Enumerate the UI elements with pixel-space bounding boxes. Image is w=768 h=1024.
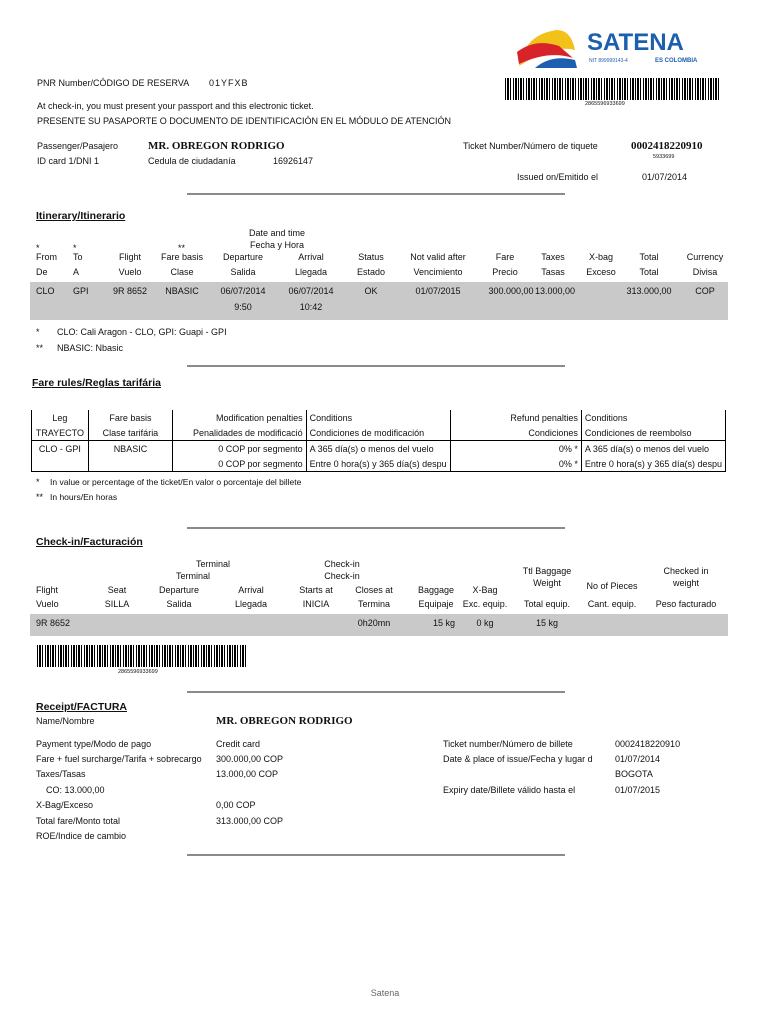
satena-logo — [515, 24, 715, 72]
fr-ref2: 0% * — [450, 456, 581, 472]
row-notvalid: 01/07/2015 — [415, 286, 461, 296]
datetime-es: Fecha y Hora — [249, 240, 305, 250]
col-total: Total — [639, 252, 659, 262]
row-taxes: 13.000,00 — [534, 286, 576, 296]
receipt-label: Ticket number/Número de billete — [443, 739, 573, 749]
fare-note2: In hours/En horas — [50, 492, 118, 502]
receipt-label: Date & place of issue/Fecha y lugar d — [443, 754, 593, 764]
col-taxes: Taxes — [541, 252, 565, 262]
row-currency: COP — [695, 286, 715, 296]
fare-note2-mark: ** — [36, 492, 44, 502]
col-to-es: A — [73, 267, 80, 277]
fr-refcond2: Entre 0 hora(s) y 365 día(s) despu — [581, 456, 725, 472]
receipt-value: 13.000,00 COP — [216, 769, 279, 779]
fare-rules-title: Fare rules/Reglas tarifária — [32, 377, 161, 389]
ci-col-arrival: Arrival — [238, 585, 264, 595]
col-xbag-es: Exceso — [586, 267, 616, 277]
ci-col-xbag-es: Exc. equip. — [462, 599, 508, 609]
row-to: GPI — [73, 286, 89, 296]
col-fare: Fare — [495, 252, 515, 262]
terminal-top: Terminal — [195, 559, 231, 569]
fr-h-mod: Modification penalties — [173, 410, 307, 425]
fr-refcond1: A 365 día(s) o menos del vuelo — [581, 441, 725, 457]
id-label: ID card 1/DNI 1 — [37, 156, 100, 166]
fr-farebasis: NBASIC — [88, 441, 172, 457]
col-status: Status — [358, 252, 384, 262]
passenger-label: Passenger/Pasajero — [37, 141, 119, 151]
itinerary-note1: CLO: Cali Aragon - CLO, GPI: Guapi - GPI — [57, 327, 227, 337]
fr-h-leg-es: TRAYECTO — [32, 425, 89, 441]
fr-modcond1: A 365 día(s) o menos del vuelo — [306, 441, 450, 457]
fr-modcond2: Entre 0 hora(s) y 365 día(s) despu — [306, 456, 450, 472]
barcode-top — [505, 78, 719, 100]
logo-tagline: ES COLOMBIA — [655, 58, 698, 64]
col-currency: Currency — [686, 252, 724, 262]
ci-col-seat: Seat — [107, 585, 127, 595]
col-arrival-es: Llegada — [294, 267, 328, 277]
ci-col-ttl-es: Total equip. — [523, 599, 571, 609]
divider — [187, 691, 565, 693]
fr-h-farebasis: Fare basis — [88, 410, 172, 425]
divider — [187, 193, 565, 195]
ci-col-checked-es: Peso facturado — [655, 599, 717, 609]
fr-h-refcond: Conditions — [581, 410, 725, 425]
divider — [187, 527, 565, 529]
receipt-label: Fare + fuel surcharge/Tarifa + sobrecargo — [36, 754, 202, 764]
fr-mod2: 0 COP por segmento — [173, 456, 307, 472]
fr-mod1: 0 COP por segmento — [173, 441, 307, 457]
logo-nit: NIT 899999143-4 — [589, 58, 628, 64]
receipt-name-value: MR. OBREGON RODRIGO — [216, 715, 353, 727]
id-type: Cedula de ciudadanía — [148, 156, 236, 166]
star-farebasis: ** — [178, 243, 186, 253]
ci-col-starts: Starts at — [299, 585, 333, 595]
barcode-top-number: 2865596933699 — [585, 101, 625, 107]
barcode-checkin-number: 2865596933699 — [118, 669, 158, 675]
row-farebasis: NBASIC — [165, 286, 199, 296]
fare-note1: In value or percentage of the ticket/En valor o porcentaje del billete — [50, 477, 302, 487]
ci-col-closes: Closes at — [355, 585, 393, 595]
receipt-label: Total fare/Monto total — [36, 816, 121, 826]
ci-col-xbag: X-Bag — [472, 585, 498, 595]
col-total-es: Total — [639, 267, 659, 277]
ci-row-ttl: 15 kg — [535, 618, 559, 628]
col-farebasis: Fare basis — [160, 252, 204, 262]
divider — [187, 365, 565, 367]
pnr-value: 01YFXB — [209, 78, 249, 88]
fr-leg: CLO - GPI — [32, 441, 89, 457]
ci-col-departure-es: Salida — [166, 599, 192, 609]
col-departure: Departure — [222, 252, 264, 262]
col-from-es: De — [36, 267, 48, 277]
receipt-label: Taxes/Tasas — [36, 769, 86, 779]
fr-h-mod-es: Penalidades de modificació — [173, 425, 307, 441]
row-status: OK — [364, 286, 378, 296]
ci-col-starts-es: INICIA — [302, 599, 330, 609]
receipt-value: 01/07/2015 — [615, 785, 661, 795]
receipt-label: X-Bag/Exceso — [36, 800, 94, 810]
passenger-name: MR. OBREGON RODRIGO — [148, 140, 285, 152]
col-departure-es: Salida — [230, 267, 256, 277]
ci-col-pieces-es: Cant. equip. — [587, 599, 637, 609]
checkin-title: Check-in/Facturación — [36, 536, 143, 548]
fr-h-ref-es: Condiciones — [450, 425, 581, 441]
col-taxes-es: Tasas — [541, 267, 565, 277]
col-fare-es: Precio — [492, 267, 518, 277]
col-flight: Flight — [118, 252, 142, 262]
row-flight: 9R 8652 — [112, 286, 148, 296]
ci-col-seat-es: SILLA — [104, 599, 130, 609]
ci-col-ttl: Ttl Baggage — [522, 566, 572, 576]
receipt-label: Expiry date/Billete válido hasta el — [443, 785, 576, 795]
ticket-sub: 5933699 — [653, 154, 675, 160]
ci-col-checked: Checked in — [663, 566, 709, 576]
ci-col-departure: Departure — [158, 585, 200, 595]
ci-col-arrival-es: Llegada — [234, 599, 268, 609]
receipt-title: Receipt/FACTURA — [36, 701, 128, 713]
col-farebasis-es: Clase — [170, 267, 194, 277]
id-number: 16926147 — [273, 156, 314, 166]
ci-col-ttl-weight: Weight — [533, 578, 561, 588]
ci-row-closes: 0h20mn — [357, 618, 391, 628]
receipt-value: 313.000,00 COP — [216, 816, 284, 826]
col-notvalid: Not valid after — [410, 252, 466, 262]
col-arrival: Arrival — [298, 252, 324, 262]
star-to: * — [73, 243, 77, 253]
row-arr-date: 06/07/2014 — [288, 286, 334, 296]
row-total: 313.000,00 — [626, 286, 672, 296]
receipt-name-label: Name/Nombre — [36, 716, 95, 726]
ticket-label: Ticket Number/Número de tiquete — [463, 141, 598, 151]
ci-col-closes-es: Termina — [357, 599, 391, 609]
fr-h-modcond: Conditions — [306, 410, 450, 425]
row-fare: 300.000,00 — [488, 286, 534, 296]
col-notvalid-es: Vencimiento — [413, 267, 463, 277]
logo-brand: SATENA — [587, 29, 684, 56]
ci-col-pieces: No of Pieces — [586, 581, 638, 591]
fare-rules-table — [31, 410, 726, 472]
receipt-value: 0,00 COP — [216, 800, 256, 810]
pnr-label: PNR Number/CÓDIGO DE RESERVA — [37, 78, 190, 88]
issued-label: Issued on/Emitido el — [517, 172, 599, 182]
terminal-bottom: Terminal — [175, 571, 211, 581]
receipt-value: 300.000,00 COP — [216, 754, 284, 764]
ci-col-baggage: Baggage — [417, 585, 455, 595]
itinerary-title: Itinerary/Itinerario — [36, 210, 126, 222]
col-flight-es: Vuelo — [118, 267, 142, 277]
ci-col-flight-es: Vuelo — [36, 599, 59, 609]
ticket-number: 0002418220910 — [631, 140, 703, 152]
receipt-value: BOGOTA — [615, 769, 653, 779]
col-currency-es: Divisa — [692, 267, 718, 277]
ci-col-flight: Flight — [36, 585, 59, 595]
fare-note1-mark: * — [36, 477, 40, 487]
fr-h-ref: Refund penalties — [450, 410, 581, 425]
issued-date: 01/07/2014 — [642, 172, 688, 182]
receipt-value: 0002418220910 — [615, 739, 681, 749]
ci-col-checked-weight: weight — [672, 578, 700, 588]
notice-es: PRESENTE SU PASAPORTE O DOCUMENTO DE IDENTIFICACIÓN EN EL MÓDULO DE ATENCIÓN — [37, 116, 452, 126]
receipt-label: Payment type/Modo de pago — [36, 739, 152, 749]
ci-col-baggage-es: Equipaje — [418, 599, 454, 609]
footer-text: Satena — [370, 988, 400, 998]
ci-row-xbag: 0 kg — [476, 618, 494, 628]
col-status-es: Estado — [356, 267, 386, 277]
barcode-checkin — [37, 645, 247, 667]
datetime-en: Date and time — [248, 228, 306, 238]
fr-ref1: 0% * — [450, 441, 581, 457]
itinerary-note2-mark: ** — [36, 343, 44, 353]
fr-h-farebasis-es: Clase tarifária — [88, 425, 172, 441]
divider — [187, 854, 565, 856]
fr-h-modcond-es: Condiciones de modificación — [306, 425, 450, 441]
itinerary-note2: NBASIC: Nbasic — [57, 343, 124, 353]
receipt-value: Credit card — [216, 739, 261, 749]
row-dep-date: 06/07/2014 — [220, 286, 266, 296]
row-from: CLO — [36, 286, 55, 296]
checkin-bottom: Check-in — [324, 571, 360, 581]
col-from: From — [36, 252, 57, 262]
itinerary-note1-mark: * — [36, 327, 40, 337]
receipt-value: 01/07/2014 — [615, 754, 661, 764]
receipt-label: ROE/Indice de cambio — [36, 831, 127, 841]
notice-en: At check-in, you must present your passport and this electronic ticket. — [37, 101, 314, 111]
star-from: * — [36, 243, 40, 253]
ci-row-flight: 9R 8652 — [36, 618, 71, 628]
col-to: To — [73, 252, 83, 262]
ci-row-baggage: 15 kg — [432, 618, 456, 628]
fr-h-leg: Leg — [32, 410, 89, 425]
col-xbag: X-bag — [588, 252, 614, 262]
row-dep-time: 9:50 — [234, 302, 252, 312]
row-arr-time: 10:42 — [299, 302, 323, 312]
receipt-label: CO: 13.000,00 — [36, 785, 105, 795]
checkin-top: Check-in — [324, 559, 360, 569]
fr-h-refcond-es: Condiciones de reembolso — [581, 425, 725, 441]
